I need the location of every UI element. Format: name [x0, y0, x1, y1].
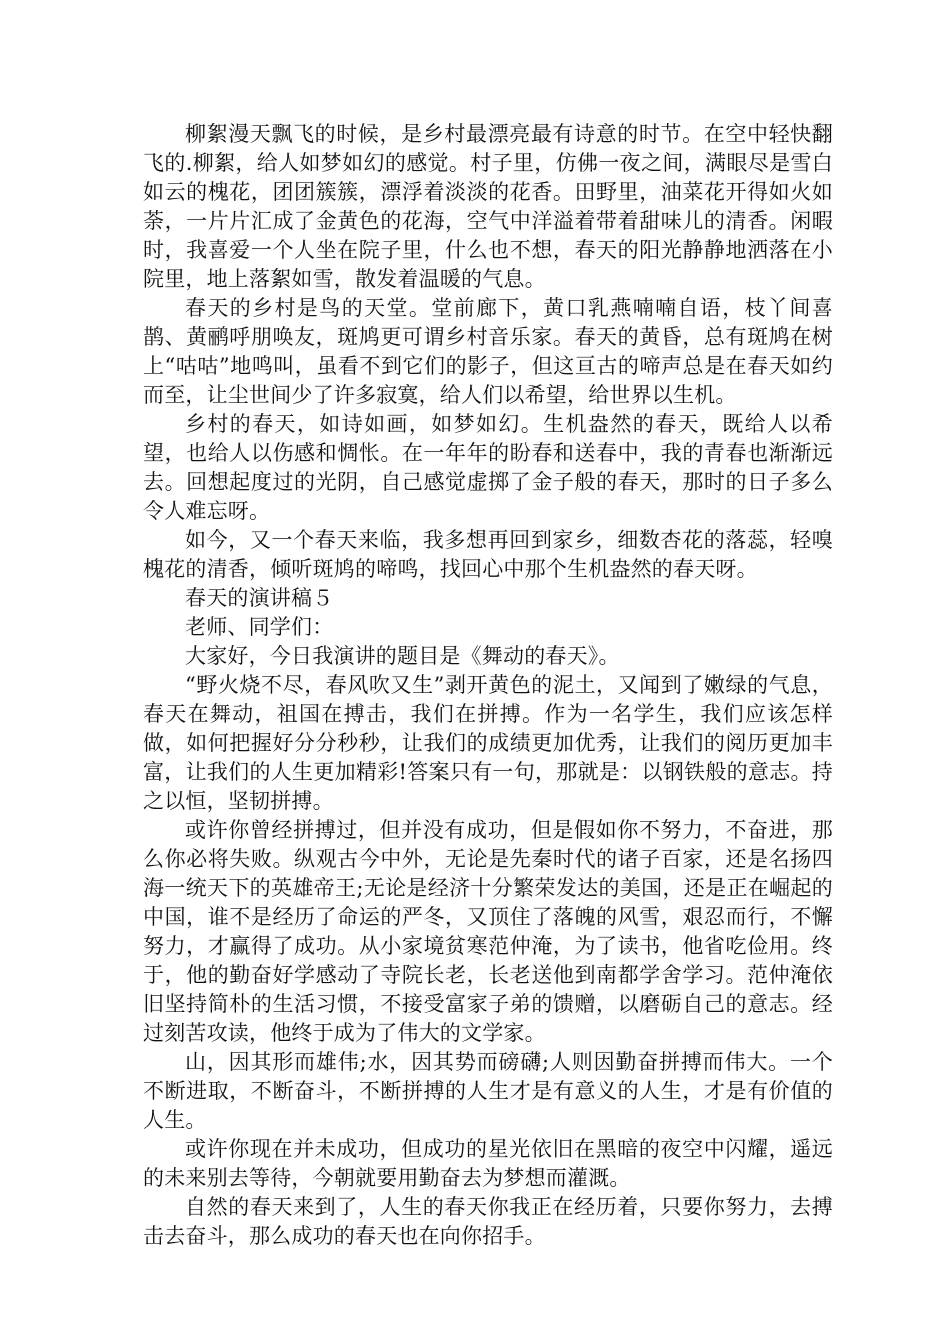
salutation: 老师、同学们： [185, 615, 334, 639]
paragraph: 或许你现在并未成功，但成功的星光依旧在黑暗的夜空中闪耀，遥远的未来别去等待，今朝就要用勤奋去为梦想而灌溉。 [143, 1137, 833, 1190]
paragraph: 或许你曾经拼搏过，但并没有成功，但是假如你不努力，不奋进，那么你必将失败。纵观古今中外，无论是先秦时代的诸子百家，还是名扬四海一统天下的英雄帝王;无论是经济十分繁荣发达的美国，还是正在崛起的中国，谁不是经历了命运的严冬，又顶住了落魄的风雪，艰忍而行，不懈努力，才赢得了成功。从小家境贫寒范仲淹，为了读书，他省吃俭用。终于，他的勤奋好学感动了寺院长老，长老送他到南都学舍学习。范仲淹依旧坚持简朴的生活习惯，不接受富家子弟的馈赠，以磨砺自己的意志。经过刻苦攻读，他终于成为了伟大的文学家。 [143, 818, 833, 1045]
paragraph: 自然的春天来到了，人生的春天你我正在经历着，只要你努力，去搏击去奋斗，那么成功的春天也在向你招手。 [143, 1195, 833, 1248]
paragraph: 乡村的春天，如诗如画，如梦如幻。生机盎然的春天，既给人以希望，也给人以伤感和惆怅。在一年年的盼春和送春中，我的青春也渐渐远去。回想起度过的光阴，自己感觉虚掷了金子般的春天，那时的日子多么令人难忘呀。 [143, 412, 833, 523]
paragraph: 如今，又一个春天来临，我多想再回到家乡，细数杏花的落蕊，轻嗅槐花的清香，倾听斑鸠的啼鸣，找回心中那个生机盎然的春天呀。 [143, 528, 833, 581]
paragraph: 山，因其形而雄伟;水，因其势而磅礴;人则因勤奋拼搏而伟大。一个不断进取，不断奋斗，不断拼搏的人生才是有意义的人生，才是有价值的人生。 [143, 1050, 833, 1132]
section-heading: 春天的演讲稿５ [185, 586, 334, 610]
document-body [143, 120, 833, 1251]
paragraph: 春天的乡村是鸟的天堂。堂前廊下，黄口乳燕喃喃自语，枝丫间喜鹊、黄鹂呼朋唤友，斑鸠更可谓乡村音乐家。春天的黄昏，总有斑鸠在树上“咕咕”地鸣叫，虽看不到它们的影子，但这亘古的啼声总是在春天如约而至，让尘世间少了许多寂寞，给人们以希望，给世界以生机。 [143, 296, 833, 407]
paragraph: “野火烧不尽，春风吹又生”剥开黄色的泥土，又闻到了嫩绿的气息，春天在舞动，祖国在搏击，我们在拼搏。作为一名学生，我们应该怎样做，如何把握好分分秒秒，让我们的成绩更加优秀，让我们的阅历更加丰富，让我们的人生更加精彩!答案只有一句，那就是：以钢铁般的意志。持之以恒，坚韧拼搏。 [143, 673, 833, 813]
paragraph: 柳絮漫天飘飞的时候，是乡村最漂亮最有诗意的时节。在空中轻快翻飞的.柳絮，给人如梦如幻的感觉。村子里，仿佛一夜之间，满眼尽是雪白如云的槐花，团团簇簇，漂浮着淡淡的花香。田野里，油菜花开得如火如荼，一片片汇成了金黄色的花海，空气中洋溢着带着甜味儿的清香。闲暇时，我喜爱一个人坐在院子里，什么也不想，春天的阳光静静地洒落在小院里，地上落絮如雪，散发着温暖的气息。 [143, 122, 833, 291]
greeting-line: 大家好，今日我演讲的题目是《舞动的春天》。 [185, 644, 620, 668]
